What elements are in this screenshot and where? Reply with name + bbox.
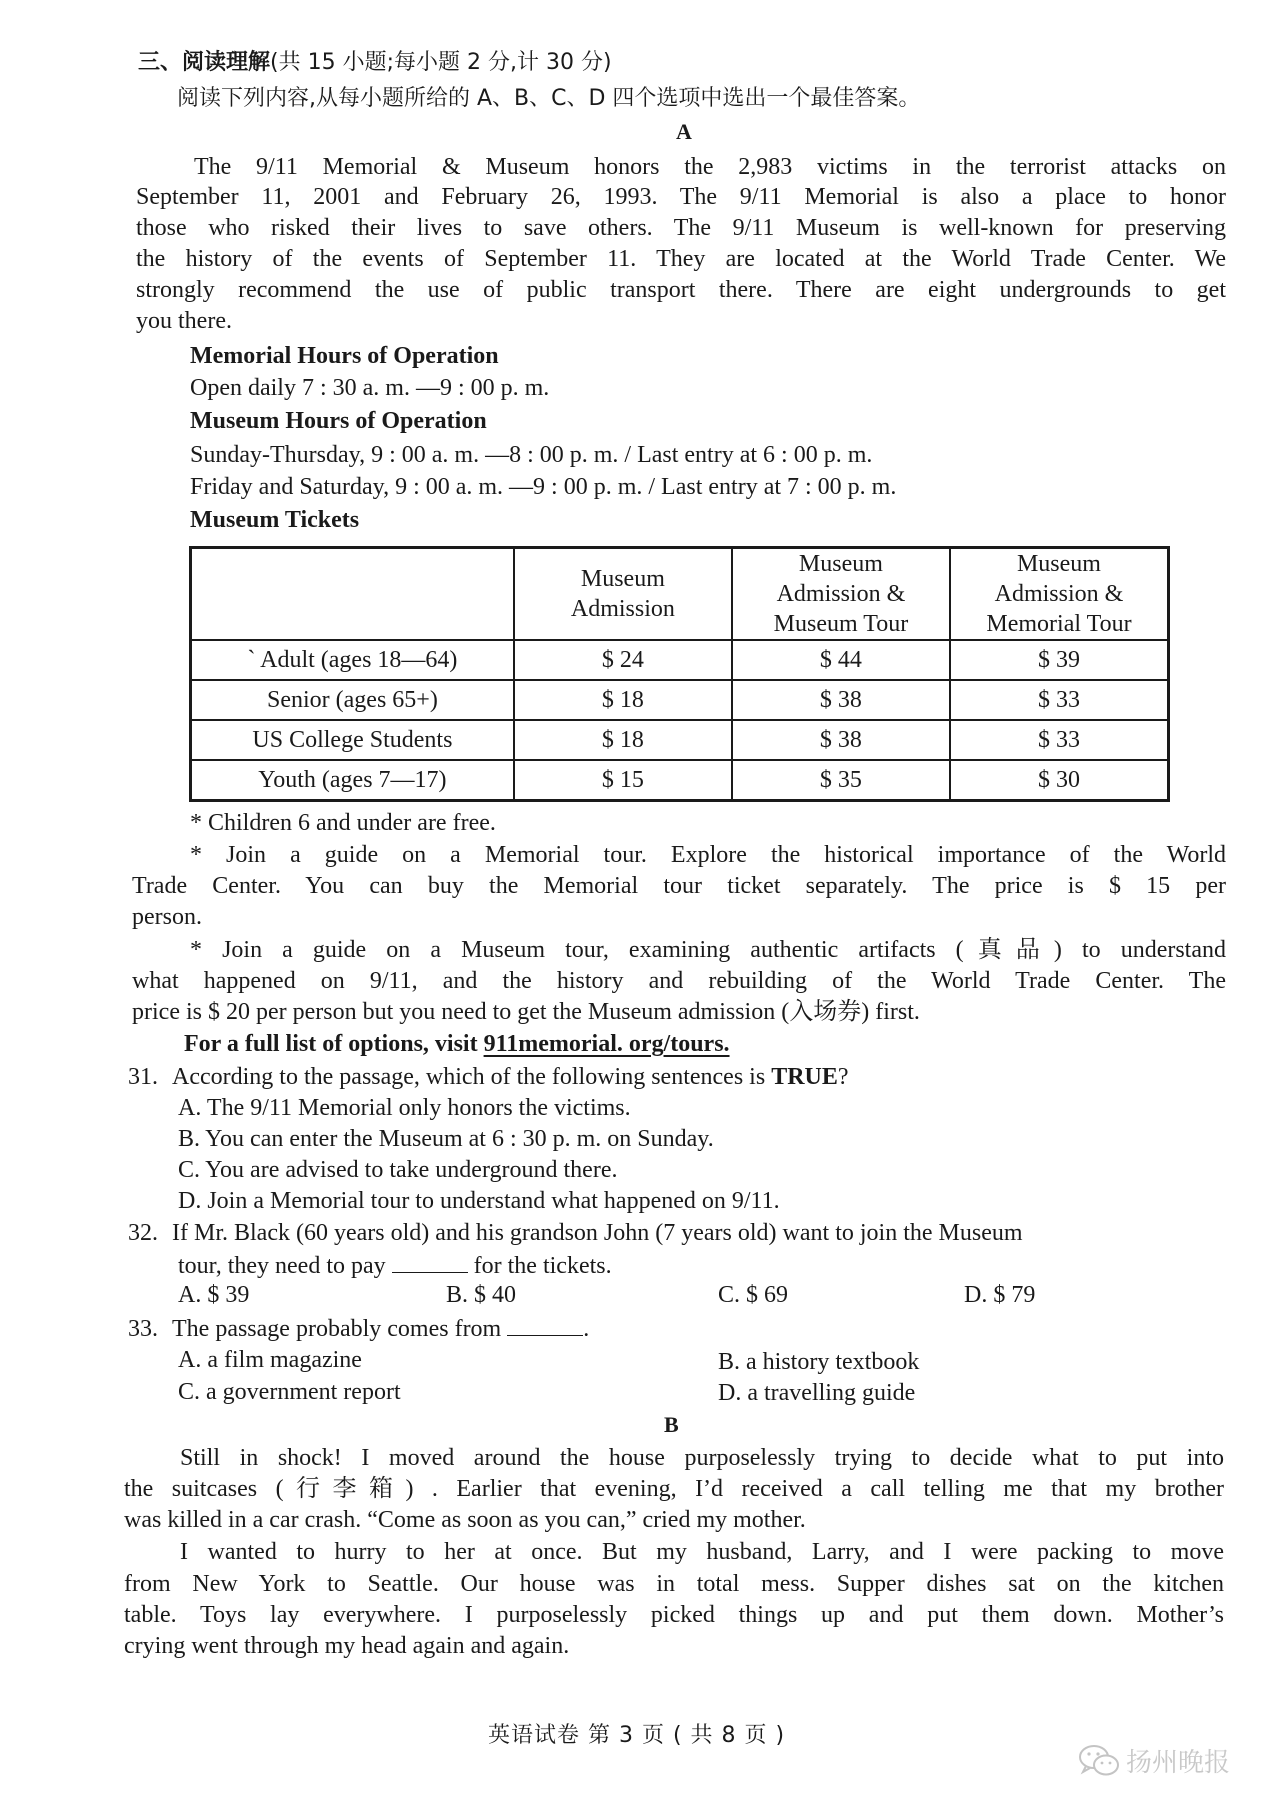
option-a[interactable] [178, 1093, 631, 1123]
question-stem: The passage probably comes from [172, 1316, 502, 1342]
note-museum-tour: price is $ 20 per person but you need to get the Museum admission (入场券) first. [132, 999, 920, 1025]
page-footer: 英语试卷 第 3 页 ( 共 8 页 ) [488, 1723, 786, 1748]
category-cell: Senior (ages 65+) [191, 680, 514, 720]
watermark [1078, 1742, 1230, 1779]
question-31 [128, 1062, 849, 1092]
tickets-heading: Museum Tickets [190, 507, 360, 533]
passage-a-line: strongly recommend the use of public transport there. There are eight undergrounds to get [136, 277, 1226, 303]
option-label: C. [178, 1379, 201, 1405]
option-a[interactable] [178, 1345, 362, 1375]
question-stem-emphasis: TRUE [771, 1064, 838, 1090]
question-number: 32. [128, 1220, 158, 1246]
option-text: $ 39 [207, 1282, 250, 1308]
option-text: $ 79 [993, 1282, 1036, 1308]
passage-b-line: from New York to Seattle. Our house was in total mess. Supper dishes sat on the kitchen [124, 1571, 1224, 1597]
option-text: a government report [206, 1379, 401, 1405]
note-memorial-tour: Trade Center. You can buy the Memorial tour ticket separately. The price is $ 15 per [132, 873, 1226, 899]
question-33 [128, 1313, 589, 1344]
price-cell: $ 35 [732, 760, 950, 801]
header-line: Admission [570, 596, 675, 622]
more-options [184, 1029, 730, 1059]
header-line: Museum [580, 566, 665, 592]
option-d[interactable] [718, 1378, 915, 1408]
option-text: a film magazine [207, 1347, 362, 1373]
option-a[interactable] [178, 1280, 249, 1310]
header-line: Admission & [776, 581, 906, 607]
note-museum-tour: * Join a guide on a Museum tour, examining authentic artifacts (真品) to understand [190, 937, 1226, 963]
table-header-row [191, 548, 1169, 641]
option-label: D. [178, 1188, 202, 1214]
option-d[interactable] [964, 1280, 1035, 1310]
header-line: Admission & [994, 581, 1124, 607]
option-text: The 9/11 Memorial only honors the victims. [206, 1095, 631, 1121]
header-line: Museum Tour [773, 611, 909, 637]
passage-b-line: Still in shock! I moved around the house purposelessly trying to decide what to put into [180, 1445, 1224, 1471]
table-header-cell [191, 548, 514, 641]
museum-hours-heading: Museum Hours of Operation [190, 408, 487, 434]
header-line: Memorial Tour [986, 611, 1132, 637]
passage-a-letter: A [676, 119, 692, 144]
option-text: a history textbook [746, 1349, 920, 1375]
price-cell: $ 18 [514, 680, 732, 720]
option-c[interactable] [178, 1377, 401, 1407]
price-cell: $ 39 [950, 640, 1169, 680]
price-cell: $ 44 [732, 640, 950, 680]
section-instruction: 阅读下列内容,从每小题所给的 A、B、C、D 四个选项中选出一个最佳答案。 [177, 86, 921, 111]
question-32-line2 [178, 1250, 612, 1281]
table-header-cell [732, 548, 950, 641]
category-cell: US College Students [191, 720, 514, 760]
option-text: a travelling guide [747, 1380, 916, 1406]
question-stem-end: . [583, 1316, 590, 1342]
passage-a-line: The 9/11 Memorial & Museum honors the 2,983 victims in the terrorist attacks on [194, 154, 1226, 180]
price-cell: $ 18 [514, 720, 732, 760]
watermark-text: 扬州晚报 [1126, 1748, 1231, 1778]
passage-b-line: I wanted to hurry to her at once. But my husband, Larry, and I were packing to move [180, 1539, 1224, 1565]
question-number: 33. [128, 1316, 158, 1342]
category-cell: Youth (ages 7—17) [191, 760, 514, 801]
tours-link[interactable]: 911memorial. org/tours. [483, 1031, 730, 1057]
option-c[interactable] [718, 1280, 788, 1310]
note-memorial-tour: * Join a guide on a Memorial tour. Explore the historical importance of the World [190, 842, 1226, 868]
question-stem: tour, they need to pay [178, 1253, 386, 1279]
price-cell: $ 38 [732, 720, 950, 760]
section-title [138, 48, 612, 78]
option-label: C. [178, 1157, 201, 1183]
passage-a-line: September 11, 2001 and February 26, 1993. The 9/11 Memorial is also a place to honor [136, 184, 1226, 210]
table-header-cell [950, 548, 1169, 641]
option-c[interactable] [178, 1155, 617, 1185]
option-d[interactable] [178, 1186, 780, 1216]
option-label: A. [178, 1282, 202, 1308]
option-label: B. [718, 1349, 741, 1375]
passage-b-line: crying went through my head again and again. [124, 1633, 570, 1659]
price-cell: $ 24 [514, 640, 732, 680]
question-32 [128, 1218, 1226, 1248]
option-text: You can enter the Museum at 6 : 30 p. m. on Sunday. [205, 1126, 714, 1152]
passage-b-line: the suitcases (行李箱) . Earlier that evening, I’d received a call telling me that my brother [124, 1476, 1224, 1502]
option-label: D. [964, 1282, 988, 1308]
memorial-hours-text: Open daily 7 : 30 a. m. —9 : 00 p. m. [190, 375, 550, 401]
museum-hours-text: Friday and Saturday, 9 : 00 a. m. —9 : 00 p. m. / Last entry at 7 : 00 p. m. [190, 474, 897, 500]
answer-blank[interactable] [392, 1250, 468, 1273]
option-text: $ 40 [474, 1282, 517, 1308]
section-title-text: 三、阅读理解 [138, 50, 271, 75]
question-stem: for the tickets. [473, 1253, 612, 1279]
option-label: C. [718, 1282, 741, 1308]
price-cell: $ 33 [950, 680, 1169, 720]
price-cell: $ 33 [950, 720, 1169, 760]
more-options-text: For a full list of options, visit [184, 1031, 484, 1057]
option-label: A. [178, 1347, 202, 1373]
option-text: $ 69 [746, 1282, 789, 1308]
price-cell: $ 38 [732, 680, 950, 720]
table-row [191, 760, 1169, 801]
question-stem: According to the passage, which of the following sentences is [172, 1064, 772, 1090]
ticket-price-table [189, 546, 1170, 802]
option-text: You are advised to take underground there. [205, 1157, 618, 1183]
option-label: A. [178, 1095, 202, 1121]
option-b[interactable] [718, 1347, 919, 1377]
table-row [191, 720, 1169, 760]
passage-a-line: you there. [136, 308, 232, 334]
passage-a-line: those who risked their lives to save others. The 9/11 Museum is well-known for preserving [136, 215, 1226, 241]
question-stem-end: ? [837, 1064, 849, 1090]
option-label: B. [446, 1282, 469, 1308]
note-children: * Children 6 and under are free. [190, 810, 496, 836]
memorial-hours-heading: Memorial Hours of Operation [190, 343, 499, 369]
answer-blank[interactable] [507, 1313, 583, 1336]
price-cell: $ 15 [514, 760, 732, 801]
option-text: Join a Memorial tour to understand what happened on 9/11. [207, 1188, 780, 1214]
option-b[interactable] [446, 1280, 516, 1310]
question-number: 31. [128, 1064, 158, 1090]
table-header-cell [514, 548, 732, 641]
note-museum-tour: what happened on 9/11, and the history and rebuilding of the World Trade Center. The [132, 968, 1226, 994]
option-label: D. [718, 1380, 742, 1406]
museum-hours-text: Sunday-Thursday, 9 : 00 a. m. —8 : 00 p. m. / Last entry at 6 : 00 p. m. [190, 442, 873, 468]
table-row [191, 640, 1169, 680]
table-row [191, 680, 1169, 720]
header-line: Museum [1016, 551, 1101, 577]
passage-b-line: was killed in a car crash. “Come as soon as you can,” cried my mother. [124, 1507, 806, 1533]
option-b[interactable] [178, 1124, 714, 1154]
note-memorial-tour: person. [132, 904, 202, 930]
header-line: Museum [798, 551, 883, 577]
passage-b-letter: B [664, 1412, 679, 1437]
option-label: B. [178, 1126, 201, 1152]
price-cell: $ 30 [950, 760, 1169, 801]
category-cell: ` Adult (ages 18—64) [191, 640, 514, 680]
passage-b-line: table. Toys lay everywhere. I purposelessly picked things up and put them down. Mother’s [124, 1602, 1224, 1628]
wechat-icon [1078, 1744, 1122, 1778]
passage-a-line: the history of the events of September 11. They are located at the World Trade Center. We [136, 246, 1226, 272]
question-stem: If Mr. Black (60 years old) and his grandson John (7 years old) want to join the Museum [172, 1220, 1023, 1246]
section-title-note: (共 15 小题;每小题 2 分,计 30 分) [270, 50, 612, 75]
